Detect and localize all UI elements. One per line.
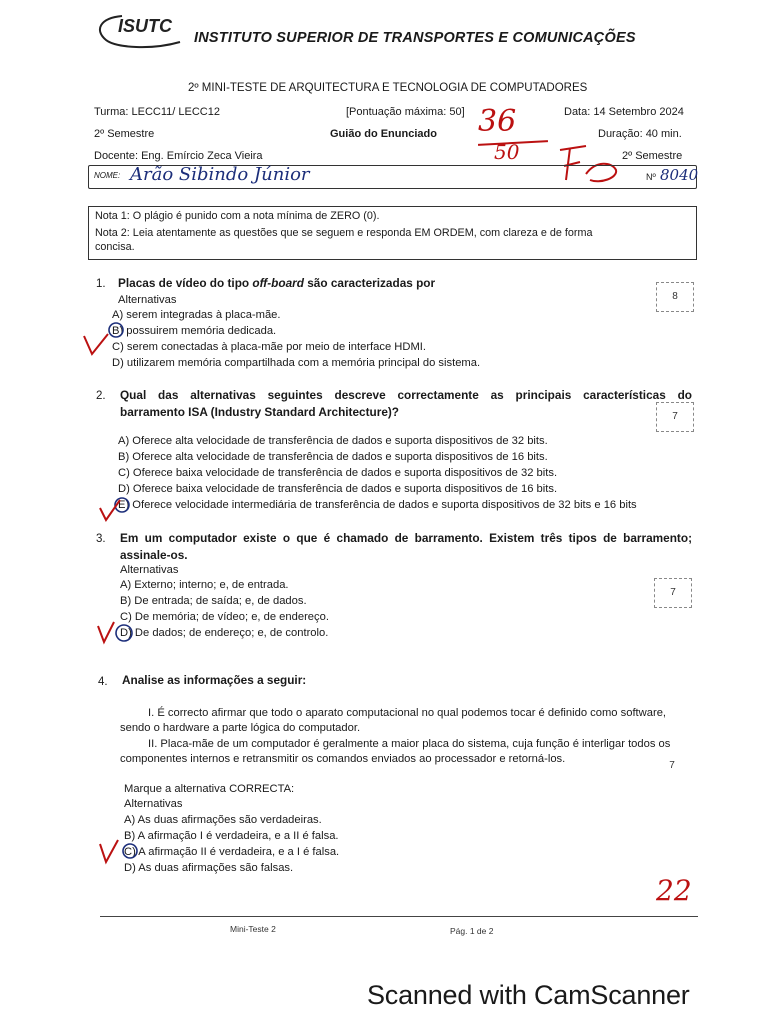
q2-option-d: D) Oferece baixa velocidade de transferência de dados e suporta dispositivos de 16 bits. (118, 483, 558, 495)
q4-mark-box: 7 (669, 760, 675, 771)
footer-page: Pág. 1 de 2 (450, 926, 494, 936)
q1-check-mark (82, 318, 132, 358)
q3-alt-label: Alternativas (120, 564, 179, 576)
q4-prompt: Marque a alternativa CORRECTA: (124, 783, 295, 795)
q1-option-a: A) serem integradas à placa-mãe. (112, 309, 281, 321)
footer-left: Mini-Teste 2 (230, 924, 276, 934)
q2-number: 2. (96, 390, 106, 402)
student-name: Arão Sibindo Júnior (130, 164, 310, 185)
q1-title: Placas de vídeo do tipo off-board são caracterizadas por (118, 276, 436, 290)
exam-date: Data: 14 Setembro 2024 (564, 106, 684, 118)
duracao: Duração: 40 min. (598, 128, 682, 140)
note-2-cont: concisa. (95, 241, 135, 253)
document-title: 2º MINI-TESTE DE ARQUITECTURA E TECNOLOGIA DE COMPUTADORES (188, 82, 588, 94)
guiao: Guião do Enunciado (330, 128, 437, 140)
q1-option-d: D) utilizarem memória compartilhada com a memória principal do sistema. (112, 357, 481, 369)
note-1: Nota 1: O plágio é punido com a nota mínima de ZERO (0). (95, 210, 380, 222)
q2-option-b: B) Oferece alta velocidade de transferência de dados e suporta dispositivos de 16 bits. (118, 451, 548, 463)
q4-option-b: B) A afirmação I é verdadeira, e a II é falsa. (124, 830, 339, 842)
footer-line (100, 916, 698, 917)
notes-box (88, 206, 697, 260)
numero-label: Nº (646, 172, 656, 182)
q2-option-a: A) Oferece alta velocidade de transferência de dados e suporta dispositivos de 32 bits. (118, 435, 548, 447)
q1-option-c: C) serem conectadas à placa-mãe por meio de interface HDMI. (112, 341, 427, 353)
q1-alt-label: Alternativas (118, 294, 177, 306)
semestre: 2º Semestre (94, 128, 155, 140)
q1-number: 1. (96, 278, 106, 290)
q4-check-mark (98, 838, 144, 866)
nome-label: NOME: (94, 171, 121, 180)
q3-option-b: B) De entrada; de saída; e, de dados. (120, 595, 307, 607)
student-number: 8040 (660, 166, 699, 184)
q4-alt-label: Alternativas (124, 798, 183, 810)
q4-number: 4. (98, 676, 108, 688)
note-2: Nota 2: Leia atentamente as questões que se seguem e responda EM ORDEM, com clareza e de forma (95, 227, 593, 239)
semestre-right: 2º Semestre (622, 150, 683, 162)
q4-option-c: C) A afirmação II é verdadeira, e a I é falsa. (124, 846, 340, 858)
q3-check-mark (96, 620, 142, 646)
q3-mark-box: 7 (654, 578, 692, 608)
q4-statement-1-cont: sendo o hardware a parte lógica do computador. (120, 722, 361, 734)
q3-option-a: A) Externo; interno; e, de entrada. (120, 579, 289, 591)
q1-mark-box: 8 (656, 282, 694, 312)
fraction-handwritten: 50 (494, 140, 520, 164)
q4-statement-1: I. É correcto afirmar que todo o aparato computacional no qual podemos tocar é definido como software, (148, 707, 667, 719)
q2-title-line1: Qual das alternativas seguintes descreve correctamente as principais características do (120, 388, 692, 402)
pontuacao: [Pontuação máxima: 50] (346, 106, 465, 118)
score-handwritten: 36 (478, 104, 517, 139)
camscanner-watermark: Scanned with CamScanner (367, 980, 690, 1010)
q3-option-d: D) De dados; de endereço; e, de controlo. (120, 627, 329, 639)
q3-title-line2: assinale-os. (120, 548, 188, 562)
q3-option-c: C) De memória; de vídeo; e, de endereço. (120, 611, 329, 623)
q2-check-mark (96, 494, 136, 524)
institute-title: INSTITUTO SUPERIOR DE TRANSPORTES E COMUNICAÇÕES (194, 30, 636, 46)
q3-title-line1: Em um computador existe o que é chamado de barramento. Existem três tipos de barramento; (120, 531, 692, 545)
total-handwritten: 22 (656, 874, 692, 907)
q4-statement-2: II. Placa-mãe de um computador é geralmente a maior placa do sistema, cuja função é interligar todos os (148, 738, 671, 750)
logo-text: ISUTC (118, 16, 172, 36)
q2-option-c: C) Oferece baixa velocidade de transferência de dados e suporta dispositivos de 32 bits. (118, 467, 558, 479)
q2-title-line2: barramento ISA (Industry Standard Architecture)? (120, 405, 400, 419)
q4-statement-2-cont: componentes internos e retransmitir os comandos enviados ao processador e retorná-los. (120, 753, 566, 765)
turma: Turma: LECC11/ LECC12 (94, 106, 220, 118)
q3-number: 3. (96, 533, 106, 545)
q2-option-e: E) Oferece velocidade intermediária de transferência de dados e suporta dispositivos de 32 bits e 16 bits (118, 499, 637, 511)
q4-title: Analise as informações a seguir: (122, 673, 307, 687)
docente: Docente: Eng. Emírcio Zeca Vieira (94, 150, 263, 162)
q1-option-b: B) possuirem memória dedicada. (112, 325, 277, 337)
q4-option-a: A) As duas afirmações são verdadeiras. (124, 814, 322, 826)
q2-mark-box: 7 (656, 402, 694, 432)
q4-option-d: D) As duas afirmações são falsas. (124, 862, 294, 874)
